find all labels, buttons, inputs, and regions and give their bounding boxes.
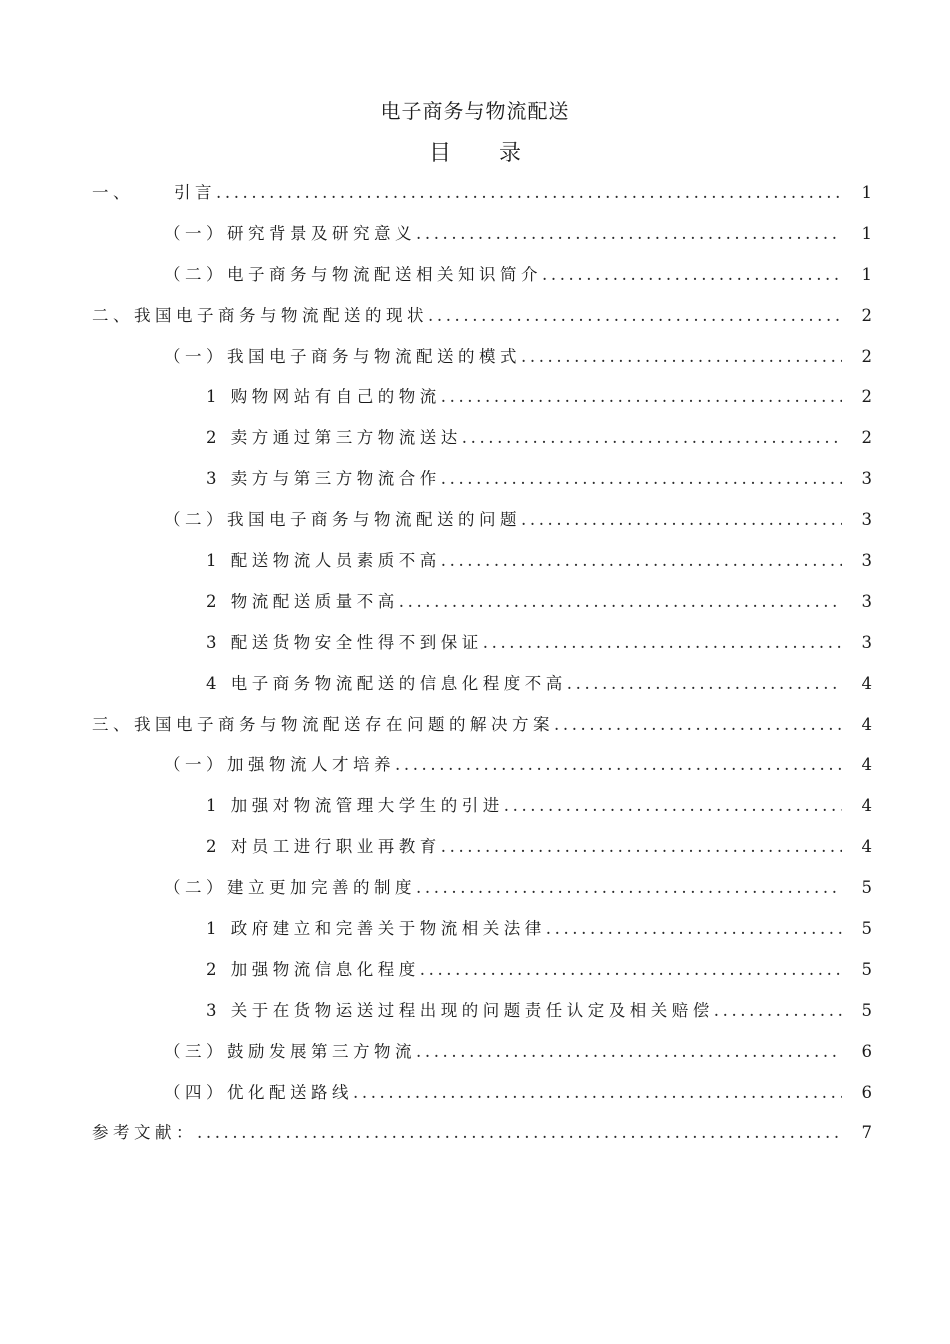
toc-entry-text: [206, 915, 546, 943]
toc-dot-leader: [441, 833, 842, 861]
toc-entry[interactable]: [92, 997, 872, 1038]
toc-entry-text: [164, 751, 395, 779]
toc-entry-title: 1 购物网站有自己的物流: [206, 387, 441, 407]
toc-dot-leader: [416, 220, 842, 248]
toc-dot-leader: [395, 751, 842, 779]
toc-entry[interactable]: [92, 629, 872, 670]
toc-dot-leader: [504, 792, 842, 820]
toc-entry[interactable]: [92, 383, 872, 424]
toc-entry[interactable]: [92, 751, 872, 792]
toc-dot-leader: [428, 302, 842, 330]
toc-page-number: 6: [861, 1082, 872, 1102]
toc-page-number: 3: [861, 551, 872, 571]
toc-entry-title: （一）我国电子商务与物流配送的模式: [164, 346, 521, 366]
toc-entry-title: （一）加强物流人才培养: [164, 755, 395, 775]
toc-page-number: 4: [861, 755, 872, 775]
toc-entry-text: [92, 1119, 197, 1147]
toc-page-number: 3: [861, 632, 872, 652]
toc-page-number: 5: [861, 878, 872, 898]
toc-entry-title: （一）研究背景及研究意义: [164, 223, 416, 243]
toc-entry-title: （三）鼓励发展第三方物流: [164, 1041, 416, 1061]
toc-heading-char-2: 录: [499, 141, 522, 166]
toc-entry-text: [206, 547, 441, 575]
toc-entry-text: [206, 956, 420, 984]
toc-entry-text: [206, 424, 462, 452]
toc-entry[interactable]: [92, 343, 872, 384]
toc-dot-leader: [462, 424, 842, 452]
toc-page-number: 5: [861, 959, 872, 979]
toc-entry-title: 3 卖方与第三方物流合作: [206, 469, 441, 489]
toc-entry[interactable]: [92, 424, 872, 465]
toc-entry-title: 4 电子商务物流配送的信息化程度不高: [206, 673, 567, 693]
toc-entry-text: [164, 1038, 416, 1066]
toc-entry[interactable]: [92, 670, 872, 711]
toc-dot-leader: [353, 1079, 842, 1107]
toc-entry-text: [92, 302, 428, 330]
toc-dot-leader: [546, 915, 842, 943]
toc-dot-leader: [483, 629, 842, 657]
toc-entry[interactable]: [92, 711, 872, 752]
toc-page-number: 4: [861, 714, 872, 734]
toc-page-number: 2: [861, 387, 872, 407]
toc-page-number: 4: [861, 673, 872, 693]
toc-page-number: 1: [861, 264, 872, 284]
toc-page-number: 3: [861, 510, 872, 530]
toc-entry-text: [206, 833, 441, 861]
toc-entry[interactable]: [92, 956, 872, 997]
toc-entry[interactable]: [92, 261, 872, 302]
toc-dot-leader: [554, 711, 842, 739]
toc-page-number: 1: [861, 223, 872, 243]
toc-entry[interactable]: [92, 302, 872, 343]
toc-entry[interactable]: [92, 1079, 872, 1120]
toc-page-number: 2: [861, 305, 872, 325]
toc-dot-leader: [521, 343, 842, 371]
toc-dot-leader: [420, 956, 842, 984]
toc-entry-title: 3 配送货物安全性得不到保证: [206, 632, 483, 652]
toc-entry[interactable]: [92, 792, 872, 833]
toc-entry[interactable]: [92, 179, 872, 220]
toc-dot-leader: [441, 383, 842, 411]
toc-entry-text: [206, 629, 483, 657]
toc-page-number: 3: [861, 469, 872, 489]
toc-entry-title: 三、我国电子商务与物流配送存在问题的解决方案: [92, 714, 554, 734]
toc-entry-text: [206, 383, 441, 411]
toc-entry-title: 二、我国电子商务与物流配送的现状: [92, 305, 428, 325]
toc-dot-leader: [441, 465, 842, 493]
toc-entry[interactable]: [92, 1119, 872, 1160]
toc-page-number: 6: [861, 1041, 872, 1061]
toc-entry-text: [164, 343, 521, 371]
toc-page-number: 4: [861, 837, 872, 857]
toc-heading-char-1: 目: [428, 141, 451, 166]
toc-entry-text: [92, 711, 554, 739]
toc-entry-text: [164, 1079, 353, 1107]
toc-dot-leader: [416, 874, 842, 902]
toc-entry-title: （四）优化配送路线: [164, 1082, 353, 1102]
toc-entry-title: 2 加强物流信息化程度: [206, 959, 420, 979]
toc-page-number: 2: [861, 346, 872, 366]
toc-entry[interactable]: [92, 874, 872, 915]
toc-entry-text: [206, 465, 441, 493]
toc-entry-number: 一、: [92, 183, 134, 202]
toc-entry-title: 参考文献：: [92, 1123, 197, 1143]
toc-entry[interactable]: [92, 833, 872, 874]
toc-entry[interactable]: [92, 465, 872, 506]
toc-page-number: 5: [861, 919, 872, 939]
toc-dot-leader: [416, 1038, 842, 1066]
toc-dot-leader: [542, 261, 842, 289]
toc-entry-title: 2 物流配送质量不高: [206, 591, 399, 611]
toc-entry-title: 2 卖方通过第三方物流送达: [206, 428, 462, 448]
toc-dot-leader: [216, 179, 842, 207]
toc-entry-text: [164, 506, 521, 534]
toc-dot-leader: [521, 506, 842, 534]
toc-page-number: 4: [861, 796, 872, 816]
toc-entry[interactable]: [92, 588, 872, 629]
toc-entry[interactable]: [92, 220, 872, 261]
toc-entry[interactable]: [92, 915, 872, 956]
toc-entry-title: 1 加强对物流管理大学生的引进: [206, 796, 504, 816]
toc-entry[interactable]: [92, 506, 872, 547]
toc-entry[interactable]: [92, 547, 872, 588]
toc-dot-leader: [567, 670, 842, 698]
toc-heading: [0, 139, 950, 169]
toc-entry-title: 1 配送物流人员素质不高: [206, 551, 441, 571]
toc-page-number: 2: [861, 428, 872, 448]
toc-entry-title: 1 政府建立和完善关于物流相关法律: [206, 919, 546, 939]
toc-entry-text: [206, 997, 714, 1025]
toc-entry-title: 引言: [174, 183, 216, 202]
toc-entry[interactable]: [92, 1038, 872, 1079]
toc-entry-text: [92, 179, 216, 207]
table-of-contents: [92, 179, 872, 1160]
toc-dot-leader: [714, 997, 842, 1025]
toc-entry-text: [206, 792, 504, 820]
toc-dot-leader: [441, 547, 842, 575]
toc-entry-text: [206, 670, 567, 698]
document-title: 电子商务与物流配送: [380, 99, 570, 123]
toc-entry-title: （二）建立更加完善的制度: [164, 878, 416, 898]
toc-entry-text: [164, 874, 416, 902]
toc-entry-text: [164, 220, 416, 248]
toc-entry-text: [164, 261, 542, 289]
toc-entry-title: （二）我国电子商务与物流配送的问题: [164, 510, 521, 530]
toc-dot-leader: [399, 588, 842, 616]
toc-entry-title: 2 对员工进行职业再教育: [206, 837, 441, 857]
toc-dot-leader: [197, 1119, 842, 1147]
toc-page-number: 3: [861, 591, 872, 611]
toc-page-number: 7: [861, 1123, 872, 1143]
toc-page-number: 5: [861, 1000, 872, 1020]
toc-entry-text: [206, 588, 399, 616]
toc-page-number: 1: [861, 183, 872, 202]
toc-entry-title: （二）电子商务与物流配送相关知识简介: [164, 264, 542, 284]
toc-entry-title: 3 关于在货物运送过程出现的问题责任认定及相关赔偿: [206, 1000, 714, 1020]
